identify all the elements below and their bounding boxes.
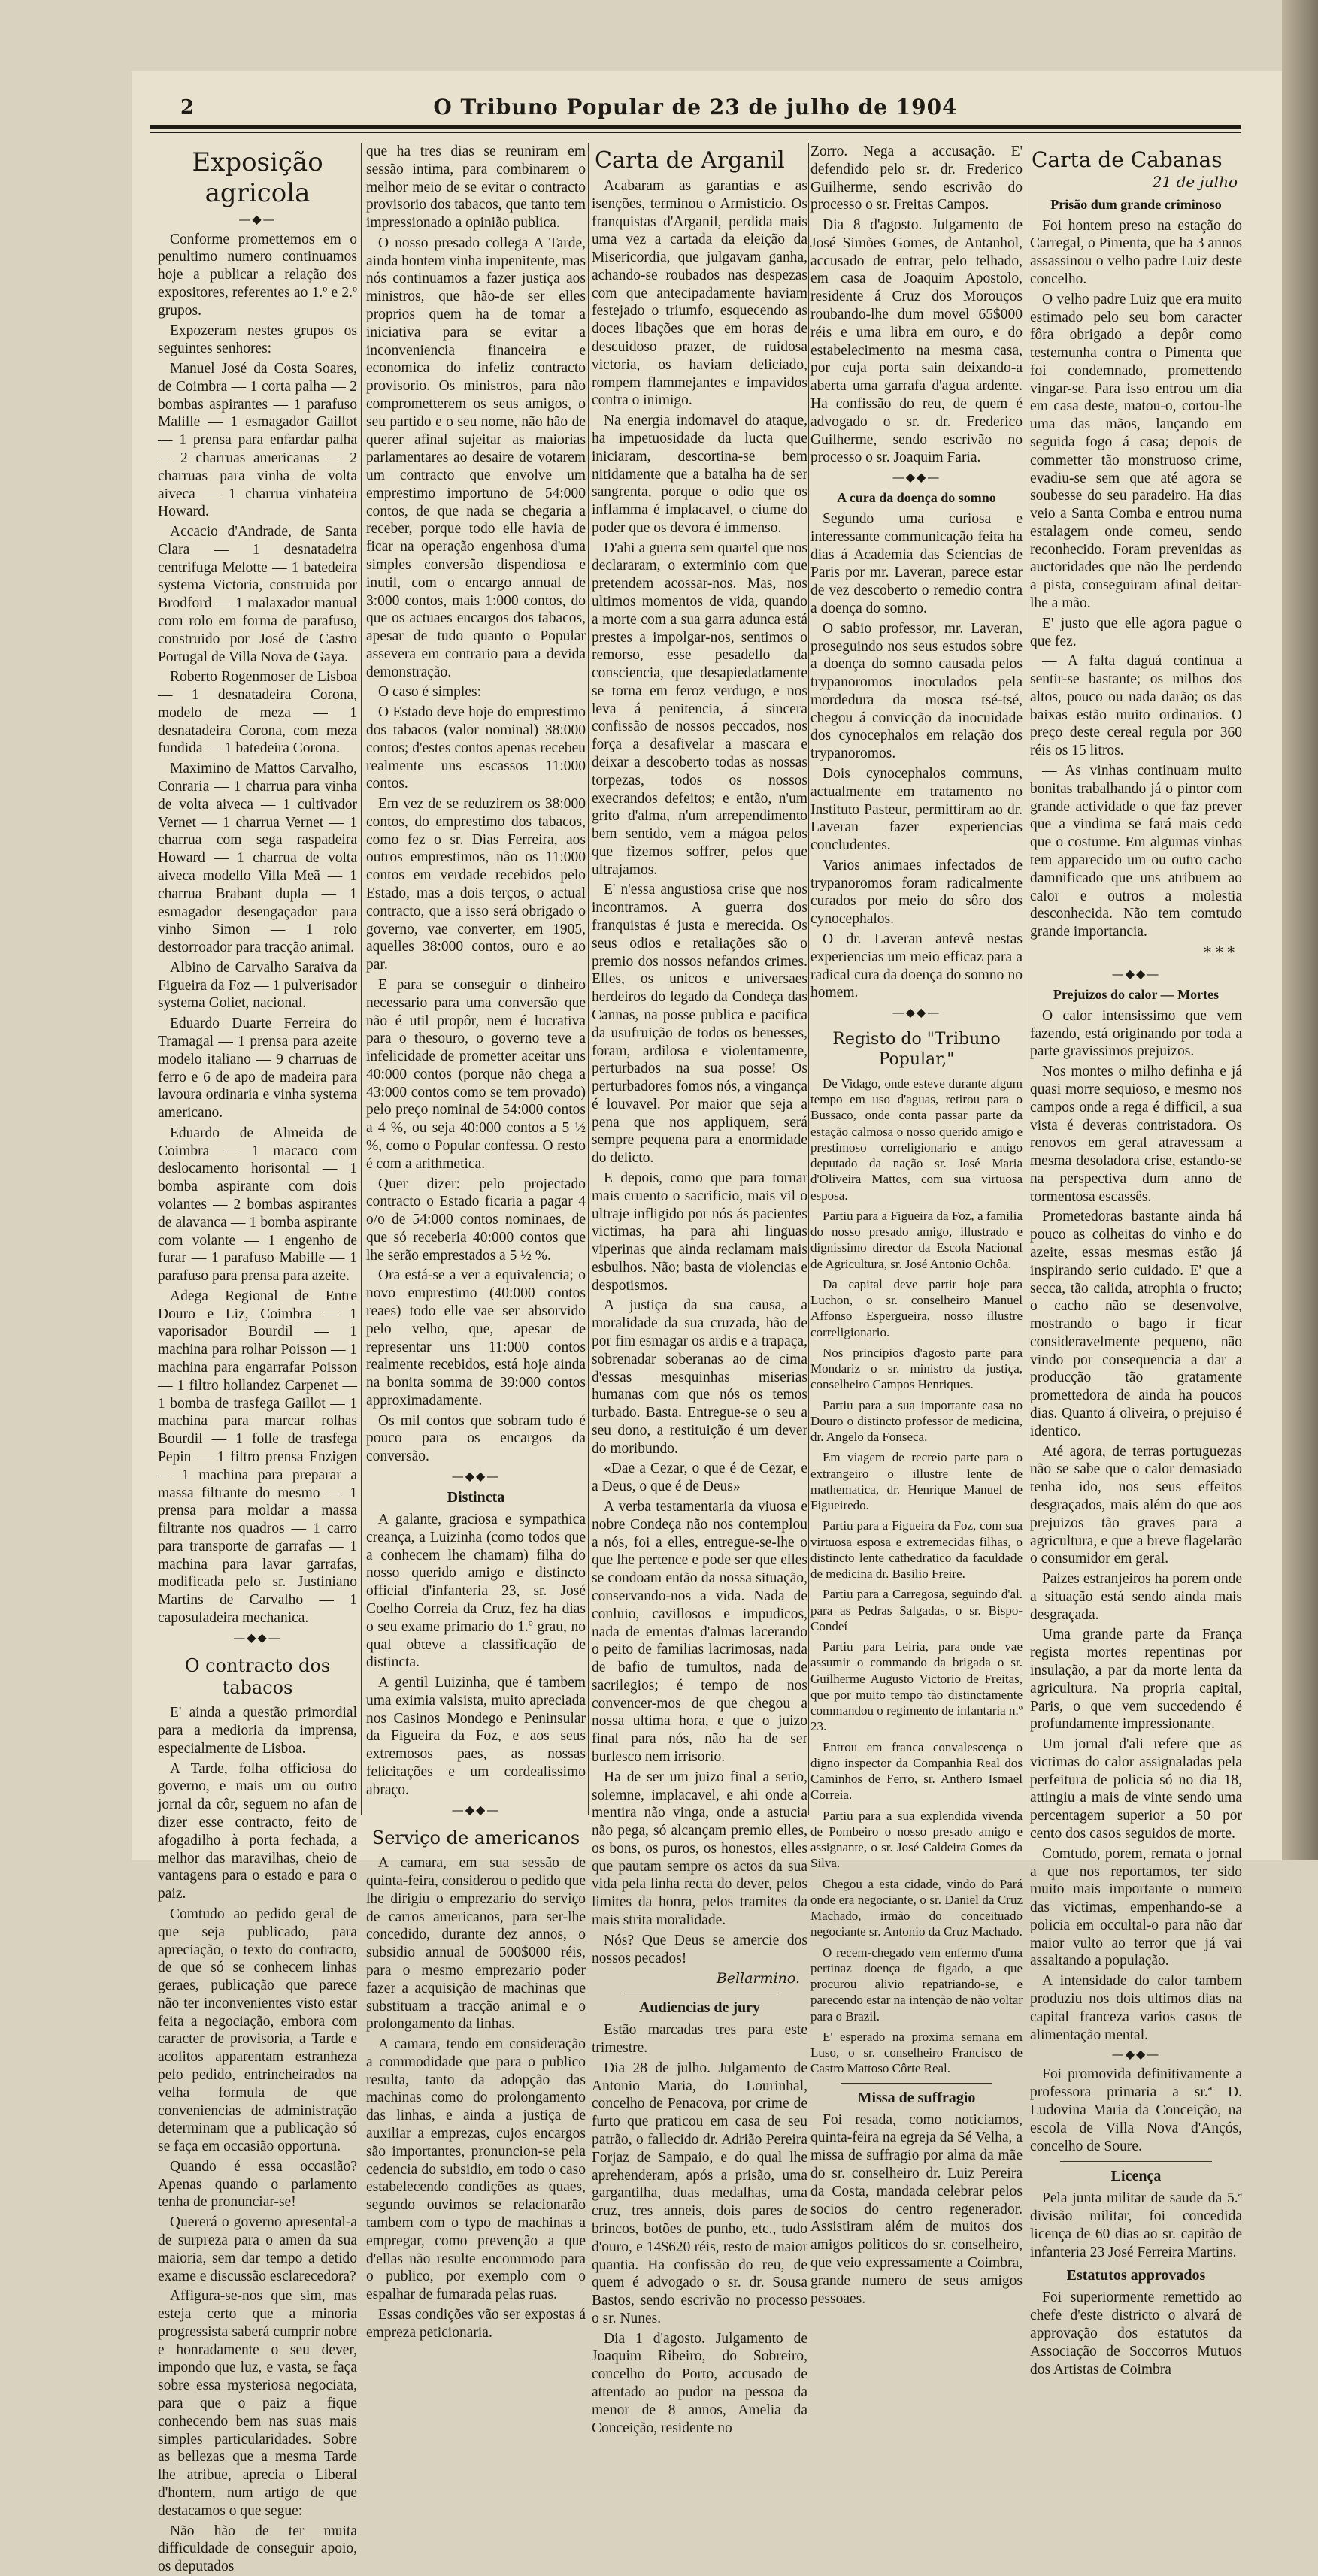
- list-item: E' esperado na proxima semana em Luso, o sr. conselheiro Francisco de Castro Mattoso Côrte Real.: [810, 2029, 1023, 2076]
- paragraph: Uma grande parte da França regista mortes repentinas por insulação, a par da morte lenta da agricultura. Na propria capital, Paris, o que vem succedendo é profundamente impressionante.: [1030, 1627, 1242, 1733]
- paragraph: Foi superiormente remettido ao chefe d'este districto o alvará de approvação dos estatutos da Associação de Soccorros Mutuos dos Artistas de Coimbra: [1030, 2290, 1242, 2378]
- article-title-registo: Registo do "Tribuno Popular,": [832, 1030, 1001, 1069]
- title-ornament: —◆—: [238, 211, 277, 226]
- registo-list: [810, 1076, 1023, 2077]
- paragraph: A intensidade do calor tambem produziu nos dois ultimos dias na capital franceza varios casos de alimentação mental.: [1030, 1973, 1242, 2043]
- paragraph: O caso é simples:: [378, 684, 482, 701]
- paragraph: Comtudo, porem, remata o jornal a que nos reportamos, ter sido muito mais importante o numero das victimas, empenhando-se a policia em occultal-o para não dar maior vulto ao terror que já vai assaltando a população.: [1030, 1845, 1242, 1969]
- list-item: Entrou em franca convalescença o digno inspector da Companhia Real dos Caminhos de Ferro, sr. Anthero Ismael Correia.: [810, 1739, 1023, 1803]
- list-item: Partiu para a Figueira da Foz, com sua virtuosa esposa e extremecidas filhas, o distincto lente cathedratico da faculdade de medicina dr. Basilio Freire.: [810, 1518, 1023, 1582]
- column-divider: [361, 143, 362, 1815]
- paragraph: Zorro. Nega a accusação. E' defendido pelo sr. dr. Frederico Guilherme, sendo escrivão do processo o sr. Freitas Campos.: [810, 144, 1023, 213]
- paragraph: Eduardo de Almeida de Coimbra — 1 macaco com deslocamento horisontal — 1 bomba aspirante com dois volantes — 2 bombas aspirantes de alavanca — 1 bomba aspirante com volante — 1 engenho de furar — 1 parafuso Mabille — 1 parafuso para prensa para azeite.: [158, 1125, 357, 1285]
- column-5: [1030, 143, 1242, 2378]
- section-separator: —◆◆—: [892, 470, 941, 485]
- paragraph: Manuel José da Costa Soares, de Coimbra — 1 corta palha — 2 bombas aspirantes — 1 parafuso Malille — 1 esmagador Gaillot — 1 prensa para enfardar palha — 2 charruas americanas — 2 charruas para vinha de volta aiveca — 1 charrua vinhateira Howard.: [158, 361, 357, 520]
- paragraph: «Dae a Cezar, o que é de Cezar, e a Deus, o que é de Deus»: [592, 1461, 807, 1495]
- column-3: [592, 143, 807, 2436]
- paragraph: Essas condições vão ser expostas á empreza peticionaria.: [366, 2306, 586, 2341]
- paragraph: O velho padre Luiz que era muito estimado pelo seu bom caracter fôra obrigado a depôr como testemunha contra o Pimenta que foi condemnado, promettendo vingar-se. Para isso entrou um dia em casa deste, matou-o, cortou-lhe uma das mãos, lançando em seguida fogo á casa; depois de commetter tão monstruoso crime, evadiu-se sem que até agora se soubesse do seu paradeiro. Ha dias veio a Santa Comba e entrou numa estalagem onde comeu, sendo reconhecido. Foram prevenidas as auctoridades que não lhe perdendo a pista, conseguiram afinal deitar-lhe a mão.: [1030, 291, 1242, 611]
- paragraph: Accacio d'Andrade, de Santa Clara — 1 desnatadeira centrifuga Melotte — 1 batedeira systema Victoria, construida por Brodford — 1 malaxador manual com rolo em forma de parafuso, construido por José de Castro Portugal de Villa Nova de Gaya.: [158, 524, 357, 665]
- article-title-distincta: Distincta: [447, 1489, 505, 1506]
- paragraph: Affigura-se-nos que sim, mas esteja certo que a minoria progressista saberá cumprir nobre e honradamente o seu dever, impondo que luz, e vasta, se faça sobre essa mysteriosa negociata, para que o paiz a fique conhecendo bem nas suas mais simples particularidades. Sobre as bellezas que a mesma Tarde lhe atribue, aprecia o Liberal d'hontem, num artigo de que destacamos o que segue:: [158, 2288, 357, 2519]
- rule-separator: [1060, 2161, 1212, 2162]
- rule-separator: [841, 2083, 992, 2084]
- paragraph: Quer dizer: pelo projectado contracto o Estado ficaria a pagar 4 o/o de 54:000 contos nominaes, de que só receberia 40:000 contos que lhe serão emprestados a 5 ½ %.: [366, 1176, 586, 1264]
- section-separator: —◆◆—: [1111, 966, 1161, 981]
- article-title-licenca: Licença: [1110, 2168, 1162, 2185]
- list-item: Partiu para Leiria, para onde vae assumir o commando da brigada o sr. Guilherme Augusto Victorio de Freitas, que por muito tempo tão distinctamente commandou o regimento de infantaria n.º 23.: [810, 1639, 1023, 1734]
- paragraph: — As vinhas continuam muito bonitas trabalhando já o pintor com grande actividade o que faz prever que a vindima se fará mais cedo que o costume. Em algumas vinhas tem apparecido um ou outro cacho damnificado que uns atribuem ao calor e outros a molestia desconhecida. Não tem comtudo grande importancia.: [1030, 763, 1242, 940]
- article-title-missa: Missa de suffragio: [857, 2089, 976, 2106]
- paragraph: Ha de ser um juizo final a serio, solemne, implacavel, e ahi onde a mentira não vinga, onde a astucia não pega, só alcançam premio elles, os bons, os puros, os honestos, elles que pautam sempre os actos da sua vida pela linha recta do dever, pelos limites da honra, pelos tramites da mais strita moralidade.: [592, 1769, 807, 1928]
- paragraph: E para se conseguir o dinheiro necessario para uma conversão que não é util propôr, nem é lucrativa para o thesouro, o governo teve a infelicidade de prometter aceitar uns 40:000 contos (porque não chega a 43:000 contos como se tem provado) pelo preço nominal de 54:000 contos a 4 %, ou seja 40:000 contos a 5 ½ %, como o Popular confessa. O resto é com a arithmetica.: [366, 976, 586, 1172]
- list-item: Partiu para a Carregosa, seguindo d'al. para as Pedras Salgadas, o sr. Bispo-Condeí: [810, 1587, 1023, 1633]
- column-4: [810, 143, 1023, 2307]
- paragraph: Não hão de ter muita difficuldade de conseguir apoio, os deputados: [158, 2523, 357, 2575]
- list-item: Partiu para a sua importante casa no Douro o distincto professor de medicina, dr. Angelo da Fonseca.: [810, 1397, 1023, 1445]
- header-rule-thin: [150, 132, 1241, 133]
- paragraph: Maximino de Mattos Carvalho, Conraria — 1 charrua para vinha de volta aiveca — 1 cultivador Vernet — 1 charrua Vernet — 1 charrua com sega raspadeira Howard — 1 charrua de volta aiveca modello Villa Meã — 1 charrua Brabant dupla — 1 esmagador desengaçador para vinho Simon — 1 rolo destorroador para tracção animal.: [158, 761, 357, 956]
- paragraph: Expozeram nestes grupos os seguintes senhores:: [158, 322, 357, 357]
- list-item: Da capital deve partir hoje para Luchon, o sr. conselheiro Manuel Affonso Espergueira, nosso illustre correligionario.: [810, 1276, 1023, 1339]
- paragraph: A camara, em sua sessão de quinta-feira, considerou o pedido que lhe dirigiu o emprezario do serviço de carros americanos, para ser-lhe concedido, durante dez annos, o subsidio annual de 500$000 réis, para o mesmo emprezario poder fazer a acquisição de machinas que substituam a tracção animal e o prolongamento da linhas.: [366, 1855, 586, 2033]
- paragraph: Um jornal d'ali refere que as victimas do calor assignaladas pela perfeitura de policia só no dia 18, attingiu a mais de vinte sendo uma percentagem superior a 50 por cento dos casos seguidos de morte.: [1030, 1736, 1242, 1842]
- paragraph: Eduardo Duarte Ferreira do Tramagal — 1 prensa para azeite modelo italiano — 9 charruas de ferro e 6 de apo de madeira para lavoura ordinaria e vinha systema americano.: [158, 1016, 357, 1122]
- list-item: Partiu para a Figueira da Foz, a familia do nosso presado amigo, illustrado e dignissimo director da Escola Nacional de Agricultura, sr. José Antonio Ochôa.: [810, 1208, 1023, 1271]
- paragraph: O Estado deve hoje do emprestimo dos tabacos (valor nominal) 38:000 contos; d'estes contos apenas recebeu realmente uns escassos 11:000 contos.: [366, 704, 586, 792]
- article-title-jury: Audiencias de jury: [638, 1999, 761, 2017]
- paragraph: Foi promovida definitivamente a professora primaria a sr.ª D. Ludovina Maria da Conceição, na escola de Villa Nova d'Ançós, concelho de Soure.: [1030, 2066, 1242, 2154]
- column-divider: [808, 143, 809, 1815]
- page-header: [150, 92, 1241, 129]
- paragraph: Comtudo ao pedido geral de que seja publicado, para apreciação, o texto do contracto, de que só se conhecem linhas geraes, publicação que parece não ter inconvenientes visto estar feita a negociação, embora com caracter de provisoria, a Tarde e acolitos apparentam estranheza pelo pedido, entrincheirados na velha formula de que conveniencias de administração determinam que a publicação só se faça em occasião opportuna.: [158, 1906, 357, 2155]
- paragraph: Dia 28 de julho. Julgamento de Antonio Maria, do Lourinhal, concelho de Penacova, por crime de furto que praticou em casa de seu patrão, o fallecido dr. Adrião Pereira Forjaz de Sampaio, e do qual lhe aprehenderam, após a prisão, uma gargantilha, duas medalhas, uma cruz, tres anneis, dois pares de brincos, botões de punho, etc., tudo d'ouro, e 14$620 réis, resto de maior quantia. Ha confissão do reu, de quem é advogado o sr. dr. Sousa Bastos, sendo escrivão no processo o sr. Nunes.: [592, 2060, 807, 2326]
- article-title-sono: A cura da doença do somno: [837, 490, 996, 506]
- paragraph: Na energia indomavel do ataque, ha impetuosidade da lucta que iniciaram, descortina-se bem nitidamente que a batalha ha de ser sangrenta, porque o odio que os inflamma é implacavel, o ciume do poder que os devora é immenso.: [592, 413, 807, 536]
- article-title-estatutos: Estatutos approvados: [1066, 2267, 1206, 2284]
- column-2: [366, 143, 586, 2341]
- paragraph: Pela junta militar de saude da 5.ª divisão militar, foi concedida licença de 60 dias ao sr. capitão de infanteria 23 José Ferreira Martins.: [1030, 2190, 1242, 2260]
- paragraph: que ha tres dias se reuniram em sessão intima, para combinarem o melhor meio de se evitar o contracto provisorio dos tabacos, que tanto tem impressionado a opinião publica.: [366, 144, 586, 232]
- masthead-title: O Tribuno Popular de 23 de julho de 1904: [433, 95, 958, 120]
- paragraph: Quererá o governo apresental-a de surpreza para o amen da sua maioria, sem dar tempo a detido exame e discussão esclarecedora?: [158, 2214, 357, 2284]
- paragraph: Foi hontem preso na estação do Carregal, o Pimenta, que ha 3 annos assassinou o velho padre Luiz deste concelho.: [1030, 217, 1242, 287]
- article-title-arganil: Carta de Arganil: [595, 147, 785, 174]
- paragraph: E' ainda a questão primordial para a medioria da imprensa, especialmente de Lisboa.: [158, 1705, 357, 1757]
- paragraph: Nos montes o milho definha e já quasi morre sequioso, e mesmo nos campos onde a rega é difficil, a sua vista é deveras contristadora. Os renovos em geral atravessam a mesma desoladora crise, estando-se na perspectiva dum anno de tormentosa escassês.: [1030, 1064, 1242, 1205]
- paragraph: Prometedoras bastante ainda há pouco as colheitas do vinho e do azeite, essas mesmas estão já inspirando serio cuidado. E' que a secca, tão calida, atrophia o fructo; o cacho não se desenvolve, mostrando o bago ir ficar consideravelmente pequeno, não vindo por consequencia a dar a producção tão gratamente promettedora de ainda ha poucos dias. Quanto á oliveira, o prejuiso é identico.: [1030, 1209, 1242, 1439]
- paragraph: A justiça da sua causa, a moralidade da sua cruzada, hão de por fim esmagar os ardis e a trapaça, sobrenadar soberanas ao de cima d'essas mesquinhas miserias humanas com que nós os temos turbado. Basta. Entregue-se o seu a seu dono, a restituição é um dever do moribundo.: [592, 1297, 807, 1457]
- article-body-contracto-cont: [366, 143, 586, 1466]
- paragraph: — A falta daguá continua a sentir-se bastante; os milhos dos altos, pouco ou nada darão; os das baixas estão muito ordinarios. O preço deste cereal regula por 360 réis os 15 litros.: [1030, 653, 1242, 759]
- list-item: De Vidago, onde esteve durante algum tempo em uso d'aguas, retirou para o Bussaco, onde conta passar parte da estação calmosa o nosso querido amigo e prestimoso correligionario e antigo deputado da nação sr. José Maria d'Oliveira Mattos, com sua virtuosa esposa.: [810, 1076, 1023, 1203]
- paragraph: A galante, graciosa e sympathica creança, a Luizinha (como todos que a conhecem lhe chamam) filha do nosso querido amigo e distincto official d'infanteria 23, sr. José Coelho Correia da Cruz, fez ha dias o seu exame primario do 1.º grau, no qual obteve a classificação de distincta.: [366, 1512, 586, 1671]
- paragraph: Dia 8 d'agosto. Julgamento de José Simões Gomes, de Antanhol, accusado de entrar, pelo telhado, em casa de Joaquim Apostolo, residente á Cruz dos Morouços roubando-lhe dum movel 65$000 réis e uma libra em ouro, e do estabelecimento na mesma casa, por cuja porta sain deixando-a aberta uma garrafa d'agua ardente. Ha confissão do reu, de quem é advogado o sr. dr. Frederico Guilherme, sendo escrivão no processo o sr. Joaquim Faria.: [810, 217, 1023, 466]
- article-title-cabanas: Carta de Cabanas: [1032, 147, 1223, 172]
- paragraph: Ora está-se a ver a equivalencia; o novo emprestimo (40:000 contos reaes) todo elle vae ser absorvido pelo velho, que, apesar de representar uns 11:000 contos realmente recebidos, está hoje ainda na bonita somma de 39:000 contos approximadamente.: [366, 1267, 586, 1409]
- article-title-exposicao: Exposição agricola: [192, 147, 323, 208]
- list-item: Partiu para a sua explendida vivenda de Pombeiro o nosso presado amigo e assignante, o sr. José Caldeira Gomes da Silva.: [810, 1808, 1023, 1871]
- section-separator: —◆◆—: [1111, 2047, 1161, 2062]
- paragraph: Varios animaes infectados de trypanoromos foram radicalmente curados por meio do sôro dos cynocephalos.: [810, 857, 1023, 928]
- section-separator: —◆◆—: [451, 1469, 501, 1484]
- paragraph: Estão marcadas tres para este trimestre.: [592, 2022, 807, 2057]
- paragraph: Dois cynocephalos communs, actualmente em tratamento no Instituto Pasteur, permittiram ao dr. Laveran fazer experiencias concludentes.: [810, 766, 1023, 854]
- column-divider: [588, 143, 589, 1815]
- paragraph: Segundo uma curiosa e interessante communicação feita ha dias á Academia das Sciencias de Paris por mr. Laveran, parece estar de vez descoberto o remedio contra a doença do somno.: [810, 511, 1023, 616]
- paragraph: E' justo que elle agora pague o que fez.: [1030, 615, 1242, 649]
- section-separator: —◆◆—: [892, 1005, 941, 1020]
- article-title-calor: Prejuizos do calor — Mortes: [1053, 986, 1220, 1002]
- page-number: 2: [180, 96, 195, 119]
- paragraph: Acabaram as garantias e as isenções, terminou o Armisticio. Os franquistas d'Arganil, perdida mais uma vez a cartada da eleição da Misericordia, que julgavam ganha, achando-se roubados nas despezas com que antecipadamente haviam festejado o triumfo, esquecendo as doces libações que em horas de descuidoso prazer, de ruidosa victoria, os haviam deliciado, rompem flammejantes e impavidos contra o inimigo.: [592, 178, 807, 409]
- paragraph: D'ahi a guerra sem quartel que nos declararam, o exterminio com que pretendem acossar-nos. Mas, nos ultimos momentos de vida, quando a morte com a sua garra adunca está prestes a impolgar-nos, sentimos o remorso, esse pesadello da consciencia, que desapiedadamente se torna em feroz verdugo, e nos leva á penitencia, á sincera confissão de nossos peccados, nos força a desafivelar a mascara e deixar a descoberto todas as nossas torpezas, todos os nossos execrandos defeitos; e então, n'um grito d'alma, n'um arrependimento bem sentido, vem a mágoa pelos que fizemos soffrer, pelos que ultrajamos.: [592, 540, 807, 878]
- paragraph: O nosso presado collega A Tarde, ainda hontem vinha impenitente, mas nós continuamos a fazer justiça aos ministros, que hão-de ser elles proprios quem ha de tomar a iniciativa para se evitar a inconveniencia financeira e economica do infeliz contracto provisorio. Os ministros, para não comprometterem os seus amigos, o seu partido e o seu nome, não hão de querer afinal sujeitar as maiorias parlamentares ao desaire de votarem um contracto que envolve um emprestimo importuno de 54:000 contos, de que nada se chegaria a receber, porque todo elle havia de ficar na operação engenhosa d'uma simples conversão dispendiosa e inutil, com o encargo annual de 3:000 contos, mais 1:000 contos, do que os actuaes encargos dos tabacos, apesar de tudo quanto o Popular assevera em contrario para a devida demonstração.: [366, 235, 586, 680]
- paragraph: Quando é essa occasião? Apenas quando o parlamento tenha de pronunciar-se!: [158, 2158, 357, 2211]
- paragraph: Foi resada, como noticiamos, quinta-feira na egreja da Sé Velha, a missa de suffragio por alma da mãe do sr. conselheiro dr. Luiz Pereira da Costa, mandada celebrar pelos socios do centro regenerador. Assistiram além de muitos dos amigos politicos do sr. conselheiro, que veio expressamente a Coimbra, grande numero de seus amigos pessoaes.: [810, 2111, 1023, 2307]
- stars-separator: * * *: [1204, 943, 1235, 961]
- column-1: [158, 143, 357, 2575]
- section-separator: —◆◆—: [451, 1802, 501, 1817]
- paragraph: Os mil contos que sobram tudo é pouco para os encargos da conversão.: [366, 1412, 586, 1465]
- header-rule: [150, 125, 1241, 129]
- paragraph: A Tarde, folha officiosa do governo, e mais um ou outro jornal da côr, seguem no afan de dizer esse contracto, feito de afogadilho à porta fechada, a melhor das maravilhas, cheio de vantagens para o estado e para o paiz.: [158, 1760, 357, 1902]
- paragraph: A gentil Luizinha, que é tambem uma eximia valsista, muito apreciada nos Casinos Mondego e Peninsular da Figueira da Foz, e aos seus extremosos paes, as nossas felicitações e um cordealissimo abraço.: [366, 1675, 586, 1798]
- paragraph: Até agora, de terras portuguezas não se sabe que o calor demasiado tenha ido, nos seus effeitos desgraçados, mais além do que aos prejuizos tão graves para a agricultura, e que a breve flagelarão o consumidor em geral.: [1030, 1443, 1242, 1567]
- paragraph: Dia 1 d'agosto. Julgamento de Joaquim Ribeiro, do Sobreiro, concelho do Porto, accusado de attentado ao pudor na pessoa da menor de 8 annos, Amelia da Conceição, residente no: [592, 2330, 807, 2436]
- paragraph: O sabio professor, mr. Laveran, proseguindo nos seus estudos sobre a doença do somno causada pelos trypanoromos inoculados pela mordedura da mosca tsé-tsé, chegou á convicção da inocuidade dos cynocephalos em relação dos trypanoromos.: [810, 620, 1023, 762]
- article-title-servico: Serviço de americanos: [371, 1827, 580, 1848]
- list-item: Nos principios d'agosto parte para Mondariz o sr. ministro da justiça, conselheiro Campos Henriques.: [810, 1345, 1023, 1392]
- article-title-contracto: O contracto dos tabacos: [184, 1654, 331, 1698]
- paragraph: Em vez de se reduzirem os 38:000 contos, do emprestimo dos tabacos, como fez o sr. Dias Ferreira, aos outros emprestimos, não os 11:000 contos em verdade recebidos pelo Estado, mas a dois terços, o actual contracto, que a isso será obrigado o governo, vae converter, em 1905, aquelles 38:000 contos, ouro e ao par.: [366, 796, 586, 973]
- paragraph: Roberto Rogenmoser de Lisboa — 1 desnatadeira Corona, modelo de meza — 1 desnatadeira Corona, com meza fundida — 1 batedeira Corona.: [158, 669, 357, 757]
- list-item: Em viagem de recreio parte para o extrangeiro o illustre lente de mathematica, dr. Henrique Manuel de Figueiredo.: [810, 1450, 1023, 1513]
- paragraph: E depois, como que para tornar mais cruento o sacrificio, mais vil o ultraje infligido por nós ás pacientes victimas, ha para ahi linguas viperinas que ainda reclamam mais esbulhos. Não; basta de violencias e despotismos.: [592, 1170, 807, 1294]
- article-signature: Bellarmino.: [716, 1970, 800, 1987]
- paragraph: Conforme promettemos em o penultimo numero continuamos hoje a publicar a relação dos expositores, referentes ao 1.º e 2.º grupos.: [158, 231, 357, 319]
- article-body-exposicao: [158, 231, 357, 1627]
- list-item: Chegou a esta cidade, vindo do Pará onde era negociante, o sr. Daniel da Cruz Machado, irmão do conceituado negociante sr. Antonio da Cruz Machado.: [810, 1876, 1023, 1939]
- dateline: 21 de julho: [1152, 172, 1238, 191]
- list-item: O recem-chegado vem enfermo d'uma pertinaz doença de figado, a que procurou alivio repatriando-se, e parecendo estar na intenção de não voltar para o Brazil.: [810, 1945, 1023, 2024]
- paragraph: O dr. Laveran antevê nestas experiencias um meio efficaz para a radical cura da doença do somno no homem.: [810, 931, 1023, 1001]
- paragraph: Paizes estranjeiros ha porem onde a situação está sendo ainda mais desgraçada.: [1030, 1571, 1242, 1623]
- article-subtitle-prisao: Prisão dum grande criminoso: [1050, 196, 1222, 212]
- section-separator: —◆◆—: [233, 1630, 282, 1645]
- paragraph: E' n'essa angustiosa crise que nos incontramos. A guerra dos franquistas é justa e merecida. Os seus odios e retaliações são o premio dos nossos nefandos crimes. Elles, os unicos e universaes herdeiros do legado da Condeça das Cannas, na posse publica e pacifica da usufruição de todos os benesses, foram, ardilosa e violentamente, perturbados na sua posse! Os perturbadores fomos nós, a vingança é louvavel. Por maior que seja a pena que nos appliquem, será sempre pequena para a enormidade do delicto.: [592, 882, 807, 1167]
- paragraph: Albino de Carvalho Saraiva da Figueira da Foz — 1 pulverisador systema Goliet, nacional.: [158, 959, 357, 1012]
- paragraph: O calor intensissimo que vem fazendo, está originando por toda a parte gravissimos prejuizos.: [1030, 1007, 1242, 1060]
- adjacent-page-edge: [1282, 0, 1318, 1860]
- article-body-contracto: [158, 1704, 357, 2576]
- paragraph: Nós? Que Deus se amercie dos nossos pecados!: [592, 1932, 807, 1966]
- paragraph: A verba testamentaria da viuosa e nobre Condeça não nos contemplou a nós, foi a elles, entregue-se-lhe o que lhe pertence e pode ser que elles se condoam então da nossa situação, conservando-nos a vida. Nada de conluio, cavillosos e impudicos, nada de ementas d'almas lacerando o peito de familias lacrimosas, nada de bafio de tumultos, nada de sacrilegios; é tempo de nos convencer-mos de que chegou a nossa ultima hora, e que o juizo final para nós, não ha de ser burlesco nem irrisorio.: [592, 1499, 807, 1765]
- paragraph: Adega Regional de Entre Douro e Liz, Coimbra — 1 vaporisador Bourdil — 1 machina para rolhar Poisson — 1 machina para engarrafar Poisson — 1 filtro hollandez Carpenet — 1 bomba de trasfega Gaillot — 1 machina para marcar rolhas Bourdil — 1 folle de trasfega Pepin — 1 filtro prensa Enzigen — 1 machina para preparar a massa filtrante do mesmo — 1 prensa para moldar a massa filtrante nos quadros — 1 carro para transporte de garrafas — 1 machina para lavar garrafas, modificada pelo sr. Justiniano Martins de Carvalho — 1 caposuladeira mechanica.: [158, 1288, 357, 1626]
- paragraph: A camara, tendo em consideração a commodidade que para o publico resulta, tanto da adopção das machinas como do prolongamento das linhas, e ainda a justiça de auxiliar a emprezas, cujos encargos são importantes, pronuncion-se pela cedencia do subsidio, em todo o caso estabelecendo condições as quaes, segundo ouvimos se relacionarão tambem com o typo de machinas a empregar, como prevenção a que d'ellas não resulte encommodo para o publico, por exemplo com o espalhar de fumarada pelas ruas.: [366, 2036, 586, 2303]
